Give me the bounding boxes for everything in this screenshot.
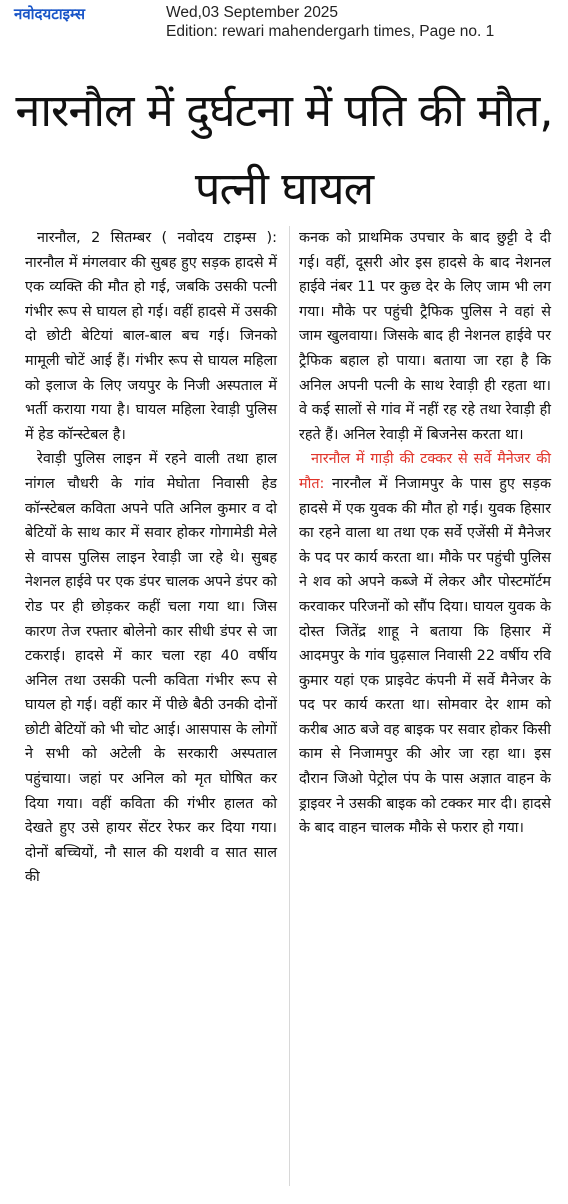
column-divider [289, 226, 290, 1186]
newspaper-logo: नवोदयटाइम्स [14, 5, 86, 23]
article-paragraph: नारनौल, 2 सितम्बर ( नवोदय टाइम्स ): नारनौल में मंगलवार की सुबह हुए सड़क हादसे में एक व्यक्ति की मौत हो गई, जबकि उसकी पत्नी गंभीर रूप से घायल हो गई। वहीं हादसे में उसकी दो छोटी बेटियां बाल-बाल बच गई। जिनको मामूली चोटें आई हैं। गंभीर रूप से घायल महिला को इलाज के लिए जयपुर के निजी अस्पताल में भर्ती कराया गया है। घायल महिला रेवाड़ी पुलिस में हेड कॉन्स्टेबल है। [25, 230, 277, 443]
article-subheading-text: नारनौल में निजामपुर के पास हुए सड़क हादसे में एक युवक की मौत हो गई। युवक हिसार का रहने वाला था तथा एक सर्वे एजेंसी में मैनेजर के पद पर कार्य करता था। मौके पर पहुंची पुलिस ने शव को अपने कब्जे में लेकर और पोस्टमॉर्टम करवाकर परिजनों को सौंप दिया। घायल युवक के दोस्त जितेंद्र शाहू ने बताया कि हिसार में आदमपुर के गांव घुढ़साल निवासी 22 वर्षीय रवि कुमार यहां एक प्राइवेट कंपनी में सर्वे मैनेजर के पद पर कार्य करता था। सोमवार देर शाम को करीब आठ बजे वह बाइक पर सवार होकर किसी काम से निजामपुर की ओर जा रहा था। इस दौरान जिओ पेट्रोल पंप के पास अज्ञात वाहन के ड्राइवर ने उसकी बाइक को टक्कर मार दी। हादसे के बाद वाहन चालक मौके से फरार हो गया। [299, 475, 551, 837]
article-paragraph: रेवाड़ी पुलिस लाइन में रहने वाली तथा हाल नांगल चौधरी के गांव मेघोता निवासी हेड कॉन्स्टेबल कविता अपने पति अनिल कुमार व दो बेटियों के साथ कार में सवार होकर गोगामेडी मेले से वापस पुलिस लाइन रेवाड़ी जा रहे थे। सुबह नेशनल हाईवे पर एक डंपर चालक अपने डंपर को रोड पर ही छोड़कर कहीं चला गया था। जिस कारण तेज रफ्तार बोलेनो कार सीधी डंपर से जा टकराई। हादसे में कार चला रहा 40 वर्षीय अनिल तथा उसकी पत्नी कविता गंभीर रूप से घायल हो गई। वहीं कार में पीछे बैठी उनकी दोनों छोटी बेटियों को भी चोट आई। आसपास के लोगों ने सभी को अटेली के सरकारी अस्पताल पहुंचाया। जहां पर अनिल को मृत घोषित कर दिया गया। वहीं कविता की गंभीर हालत को देखते हुए उसे हायर सेंटर रेफर कर दिया गया। दोनों बच्चियों, नौ साल की यशवी व सात साल की [25, 451, 277, 886]
page-header [0, 0, 568, 50]
edition-meta [166, 3, 494, 41]
article-column-left [25, 226, 277, 890]
article-subheading: नारनौल में गाड़ी की टक्कर से सर्वे मैनेजर की मौत: [299, 451, 551, 492]
article-paragraph-with-subhead [299, 447, 551, 841]
edition-info: Edition: rewari mahendergarh times, Page no. 1 [166, 23, 495, 40]
article-headline: नारनौल में दुर्घटना में पति की मौत, पत्नी घायल [15, 84, 553, 215]
article-paragraph: कनक को प्राथमिक उपचार के बाद छुट्टी दे दी गई। वहीं, दूसरी ओर इस हादसे के बाद नेशनल हाईवे नंबर 11 पर कुछ देर के लिए जाम भी लग गया। मौके पर पहुंची ट्रैफिक पुलिस ने वहां से जाम खुलवाया। जिसके बाद ही नेशनल हाईवे पर ट्रैफिक बहाल हो पाया। बताया जा रहा है कि अनिल अपनी पत्नी के साथ रेवाड़ी ही रहता था। वे कई सालों से गांव में नहीं रह रहे तथा रेवाड़ी ही रहते हैं। अनिल रेवाड़ी में बिजनेस करता था। [299, 230, 551, 443]
article-column-right [299, 226, 551, 841]
publication-date: Wed,03 September 2025 [166, 4, 339, 21]
